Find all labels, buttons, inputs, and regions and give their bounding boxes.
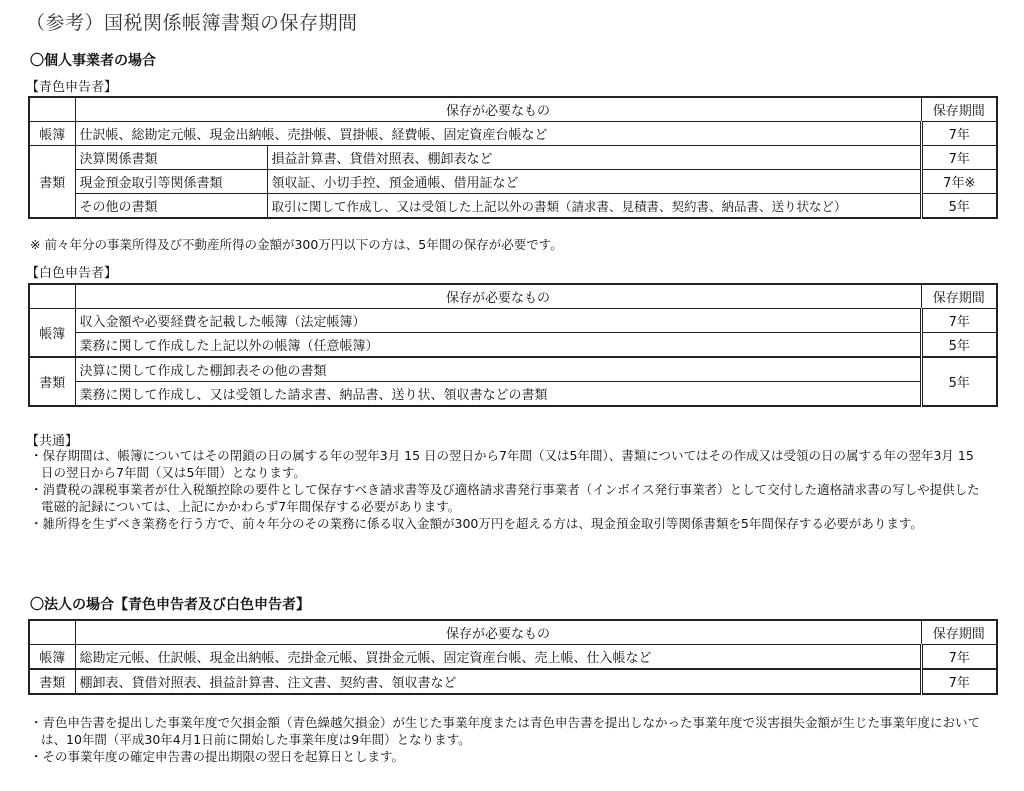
sub-cell: 現金預金取引等関係書類 (75, 170, 267, 194)
group-cell: 帳簿 (29, 645, 75, 670)
table-row (29, 194, 997, 219)
header-period: 保存期間 (921, 620, 997, 645)
common-note-1: ・保存期間は、帳簿についてはその閉鎖の日の属する年の翌年3月 15 日の翌日から7年間（又は5年間）、書類についてはその作成又は受領の日の属する年の翌年3月 15 日の翌日から7年間（又は5年間）となります。 (30, 448, 974, 480)
common-label: 【共通】 (26, 434, 79, 449)
desc-cell: 損益計算書、貸借対照表、棚卸表など (267, 146, 921, 170)
desc-cell: 業務に関して作成し、又は受領した請求書、納品書、送り状、領収書などの書類 (75, 382, 921, 407)
period-cell: 7年 (921, 146, 997, 170)
table-row (29, 669, 997, 694)
period-cell: 5年 (921, 357, 997, 406)
blue-footnote: ※ 前々年分の事業所得及び不動産所得の金額が300万円以下の方は、5年間の保存が必要です。 (30, 237, 563, 252)
corporate-notes (30, 714, 988, 765)
corporate-table (28, 619, 998, 695)
common-note-3: ・雑所得を生ずべき業務を行う方で、前々年分のその業務に係る収入金額が300万円を超える方は、現金預金取引等関係書類を5年間保存する必要があります。 (30, 516, 923, 531)
white-filer-label: 【白色申告者】 (26, 266, 118, 281)
blue-filer-label: 【青色申告者】 (26, 80, 118, 95)
desc-cell: 仕訳帳、総勘定元帳、現金出納帳、売掛帳、買掛帳、経費帳、固定資産台帳など (75, 122, 921, 146)
desc-cell: 取引に関して作成し、又は受領した上記以外の書類（請求書、見積書、契約書、納品書、送り状など） (267, 194, 921, 219)
group-cell: 書類 (29, 357, 75, 406)
desc-cell: 総勘定元帳、仕訳帳、現金出納帳、売掛金元帳、買掛金元帳、固定資産台帳、売上帳、仕入帳など (75, 645, 921, 670)
sub-cell: その他の書類 (75, 194, 267, 219)
table-header-row (29, 284, 997, 309)
table-row (29, 146, 997, 170)
corporate-heading: 〇法人の場合【青色申告者及び白色申告者】 (30, 597, 310, 613)
table-header-row (29, 97, 997, 122)
group-cell: 帳簿 (29, 122, 75, 146)
common-notes (30, 447, 988, 532)
header-period: 保存期間 (921, 284, 997, 309)
table-header-row (29, 620, 997, 645)
header-items: 保存が必要なもの (75, 284, 921, 309)
table-row (29, 170, 997, 194)
desc-cell: 決算に関して作成した棚卸表その他の書類 (75, 357, 921, 382)
table-row (29, 382, 997, 407)
group-cell: 書類 (29, 146, 75, 219)
corporate-note-1: ・青色申告書を提出した事業年度で欠損金額（青色繰越欠損金）が生じた事業年度または青色申告書を提出しなかった事業年度で災害損失金額が生じた事業年度においては、10年間（平成30年4月1日前に開始した事業年度は9年間）となります。 (30, 715, 981, 747)
desc-cell: 領収証、小切手控、預金通帳、借用証など (267, 170, 921, 194)
white-filer-table (28, 283, 998, 407)
table-row (29, 122, 997, 146)
sub-cell: 決算関係書類 (75, 146, 267, 170)
blue-filer-table (28, 96, 998, 219)
individual-heading: 〇個人事業者の場合 (30, 53, 156, 69)
common-note-2: ・消費税の課税事業者が仕入税額控除の要件として保存すべき請求書等及び適格請求書発行事業者（インボイス発行事業者）として交付した適格請求書の写しや提供した電磁的記録については、上記にかかわらず7年間保存する必要があります。 (30, 482, 980, 514)
period-cell: 5年 (921, 194, 997, 219)
table-row (29, 333, 997, 358)
corporate-note-2: ・その事業年度の確定申告書の提出期限の翌日を起算日とします。 (30, 749, 405, 764)
group-cell: 書類 (29, 669, 75, 694)
table-row (29, 309, 997, 333)
period-cell: 7年※ (921, 170, 997, 194)
header-items: 保存が必要なもの (75, 620, 921, 645)
period-cell: 7年 (921, 645, 997, 670)
table-row (29, 645, 997, 670)
header-items: 保存が必要なもの (75, 97, 921, 122)
desc-cell: 棚卸表、貸借対照表、損益計算書、注文書、契約書、領収書など (75, 669, 921, 694)
header-period: 保存期間 (921, 97, 997, 122)
page-title: （参考）国税関係帳簿書類の保存期間 (26, 12, 358, 34)
period-cell: 7年 (921, 669, 997, 694)
period-cell: 5年 (921, 333, 997, 358)
desc-cell: 収入金額や必要経費を記載した帳簿（法定帳簿） (75, 309, 921, 333)
period-cell: 7年 (921, 122, 997, 146)
group-cell: 帳簿 (29, 309, 75, 358)
period-cell: 7年 (921, 309, 997, 333)
desc-cell: 業務に関して作成した上記以外の帳簿（任意帳簿） (75, 333, 921, 358)
table-row (29, 357, 997, 382)
